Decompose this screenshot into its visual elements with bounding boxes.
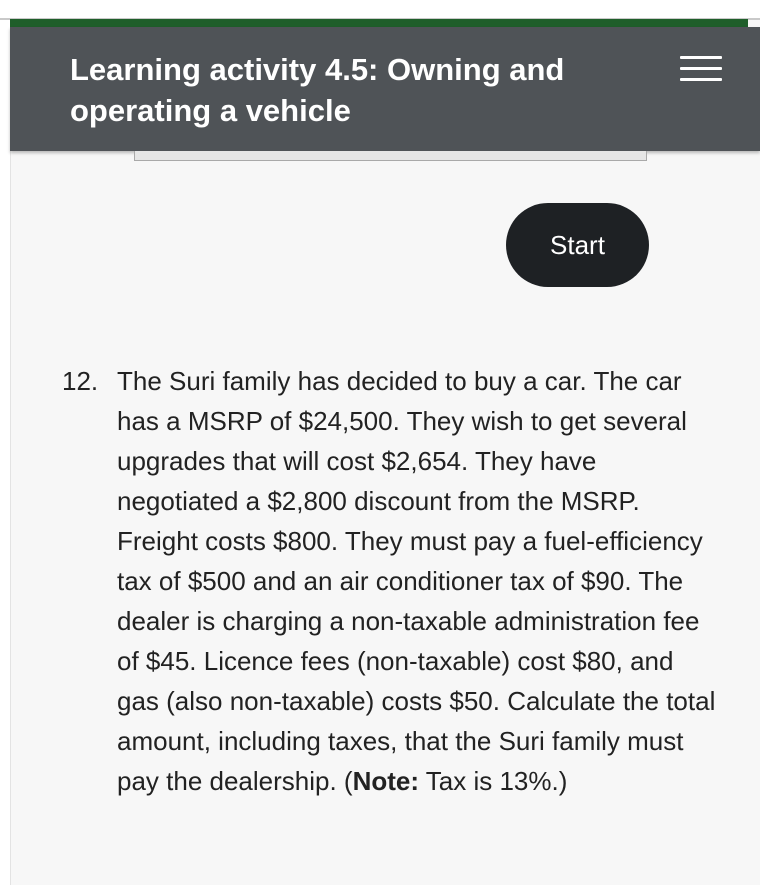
question-note-label: Note: bbox=[352, 766, 420, 796]
question-item bbox=[62, 361, 722, 801]
question-text-block bbox=[117, 361, 722, 801]
header-bar bbox=[10, 27, 760, 151]
hamburger-menu-icon[interactable] bbox=[680, 54, 722, 84]
question-note-text: Tax is 13%.) bbox=[419, 766, 568, 796]
image-frame-edge bbox=[134, 151, 647, 161]
question-number: 12. bbox=[62, 366, 99, 396]
page-title: Learning activity 4.5: Owning and operating a vehicle bbox=[70, 52, 565, 128]
menu-line bbox=[680, 67, 722, 70]
menu-line bbox=[680, 78, 722, 81]
question-text: The Suri family has decided to buy a car. The car has a MSRP of $24,500. They wish to get several upgrades that will cost $2,654. They have negotiated a $2,800 discount from the MSRP. Freight costs $800. They must pay a fuel-efficiency tax of $500 and an air conditioner tax of $90. The dealer is charging a non-taxable administration fee of $45. Licence fees (non-taxable) cost $80, and gas (also non-taxable) costs $50. Calculate the total amount, including taxes, that the Suri family must pay the dealership. ( bbox=[117, 366, 716, 796]
start-button[interactable]: Start bbox=[506, 203, 649, 287]
menu-line bbox=[680, 56, 722, 59]
accent-bar bbox=[10, 19, 748, 27]
